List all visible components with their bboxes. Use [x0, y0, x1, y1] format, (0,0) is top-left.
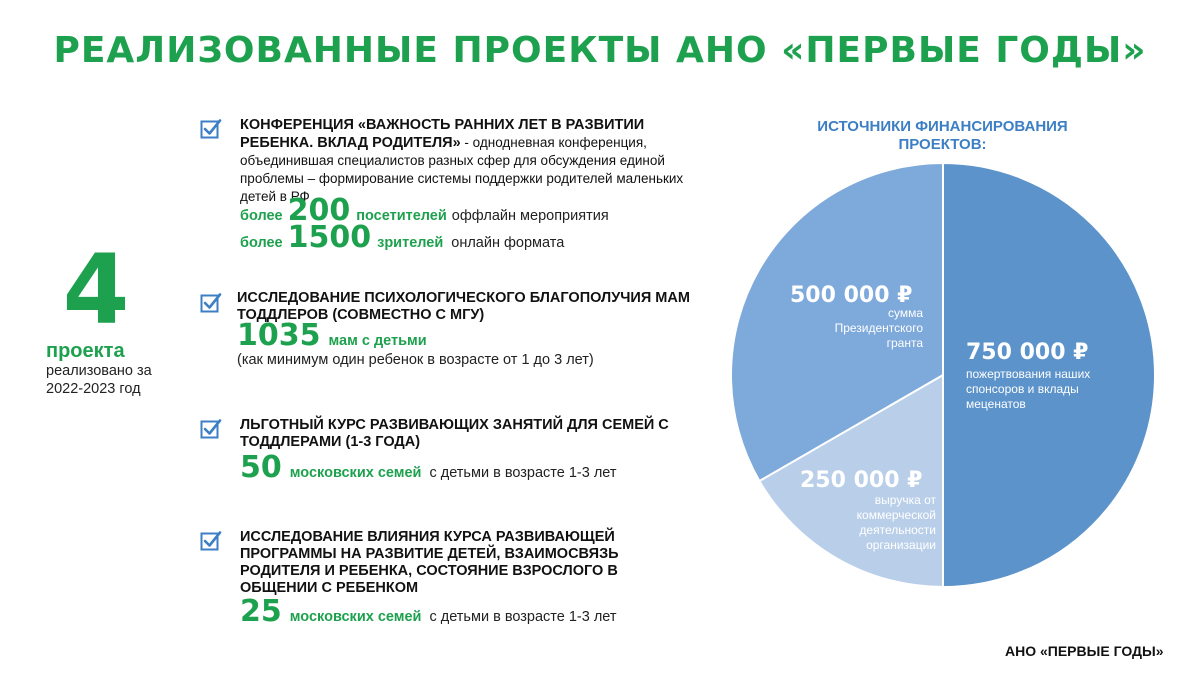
- stat-unit: мам с детьми: [328, 333, 427, 349]
- project-3-title: ЛЬГОТНЫЙ КУРС РАЗВИВАЮЩИХ ЗАНЯТИЙ ДЛЯ СЕМЕЙ С ТОДДЛЕРАМИ (1-3 ГОДА): [240, 417, 669, 450]
- project-2-note: (как минимум один ребенок в возрасте от 1 до 3 лет): [237, 352, 594, 368]
- stat-unit: московских семей: [289, 609, 422, 625]
- projects-period: реализовано за 2022-2023 год: [46, 363, 152, 397]
- page-title: РЕАЛИЗОВАННЫЕ ПРОЕКТЫ АНО «ПЕРВЫЕ ГОДЫ»: [53, 30, 1147, 71]
- stat-text: с детьми в возрасте 1-3 лет: [429, 465, 617, 481]
- slice-description-1: пожертвования наших спонсоров и вклады меценатов: [966, 367, 1091, 411]
- stat-text: оффлайн мероприятия: [451, 208, 609, 224]
- slice-label-3: 500 000 ₽: [790, 283, 913, 308]
- pie-title: ИСТОЧНИКИ ФИНАНСИРОВАНИЯ ПРОЕКТОВ:: [817, 118, 1068, 153]
- project-4-title: ИССЛЕДОВАНИЕ ВЛИЯНИЯ КУРСА РАЗВИВАЮЩЕЙ ПРОГРАММЫ НА РАЗВИТИЕ ДЕТЕЙ, ВЗАИМОСВЯЗЬ РОДИТЕЛЯ И РЕБЕНКА, СОСТОЯНИЕ ВЗРОСЛОГО В ОБЩЕНИИ С РЕБЕНКОМ: [240, 529, 619, 596]
- slice-label-1: 750 000 ₽: [966, 340, 1089, 365]
- slice-description-3: сумма Президентского гранта: [834, 306, 923, 350]
- stat-text: с детьми в возрасте 1-3 лет: [429, 609, 617, 625]
- stat-value: 25: [240, 594, 282, 629]
- project-1-title: КОНФЕРЕНЦИЯ «ВАЖНОСТЬ РАННИХ ЛЕТ В РАЗВИТИИ РЕБЕНКА. ВКЛАД РОДИТЕЛЯ»: [240, 117, 645, 151]
- stat-value: 50: [240, 450, 282, 485]
- stat-value: 1500: [287, 220, 372, 255]
- project-1-description: - однодневная конференция, объединившая специалистов разных сфер для обсуждения единой проблемы – формирование системы поддержки родителей маленьких детей в РФ: [240, 135, 684, 204]
- stat-value: 1035: [237, 318, 321, 353]
- stat-text: онлайн формата: [451, 235, 565, 251]
- projects-count: 4: [62, 234, 130, 346]
- stat-unit: московских семей: [289, 465, 422, 481]
- stat-prefix: более: [240, 208, 283, 224]
- slice-label-2: 250 000 ₽: [800, 468, 923, 493]
- project-2-title: ИССЛЕДОВАНИЕ ПСИХОЛОГИЧЕСКОГО БЛАГОПОЛУЧИЯ МАМ ТОДДЛЕРОВ (СОВМЕСТНО С МГУ): [237, 290, 690, 323]
- stat-unit: зрителей: [377, 235, 444, 251]
- footer-org-name: АНО «ПЕРВЫЕ ГОДЫ»: [1005, 643, 1164, 659]
- projects-count-label: проекта: [46, 340, 125, 362]
- stat-value: 200: [287, 193, 351, 228]
- slice-description-2: выручка от коммерческой деятельности организации: [856, 493, 936, 552]
- stat-prefix: более: [240, 235, 283, 251]
- stat-unit: посетителей: [356, 208, 447, 224]
